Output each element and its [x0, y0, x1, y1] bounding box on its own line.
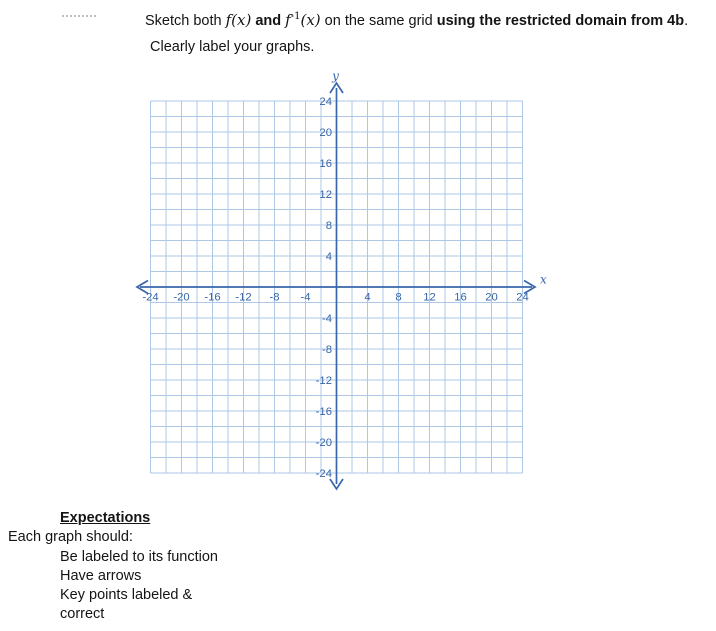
bold-and: and [255, 13, 282, 29]
expectations-title: Expectations [60, 510, 151, 526]
y-tick-label: -20 [315, 437, 332, 449]
x-axis-label: x [540, 272, 547, 287]
y-tick-label: -24 [315, 468, 332, 480]
x-tick-label: 24 [516, 291, 529, 304]
y-axis-label: y [332, 70, 339, 83]
y-tick-label: 12 [319, 189, 332, 201]
superscript-minus-one: -1 [290, 11, 301, 22]
expectation-item: Have arrows [60, 568, 142, 584]
x-tick-label: -16 [204, 291, 221, 304]
scan-artifact [62, 15, 96, 17]
instruction-line-2: Clearly label your graphs. [150, 39, 315, 55]
f-inverse-notation: $f^{-1}(x)$ [285, 11, 321, 29]
expectations-intro: Each graph should: [8, 529, 133, 545]
expectation-item: Be labeled to its function [60, 549, 218, 565]
y-tick-label: -16 [315, 406, 332, 418]
y-tick-label: -12 [315, 375, 332, 387]
instr-prefix: Sketch both [145, 13, 226, 29]
x-tick-label: -20 [173, 291, 190, 304]
y-tick-label: -8 [321, 344, 332, 356]
instr-middle: on the same grid [320, 13, 437, 29]
x-tick-label: 16 [454, 291, 467, 304]
y-tick-label: 24 [319, 96, 332, 108]
coordinate-grid-svg [130, 70, 550, 502]
x-tick-label: 8 [395, 291, 402, 304]
coordinate-grid [130, 70, 550, 502]
y-tick-label: 20 [319, 127, 332, 139]
x-tick-label: -12 [235, 291, 252, 304]
y-tick-label: 16 [319, 158, 332, 170]
y-tick-label: 4 [325, 251, 332, 263]
instruction-line-1: Sketch both f(x) and $f^{-1}(x)$ on the same grid using the restricted domain from 4b. [145, 11, 689, 29]
x-tick-label: -4 [300, 291, 311, 304]
fx-notation: f(x) [225, 11, 252, 29]
y-tick-label: -4 [321, 313, 332, 325]
x-tick-label: 12 [423, 291, 436, 304]
bold-restricted-domain: using the restricted domain from 4b [436, 13, 685, 29]
x-tick-label: -8 [269, 291, 280, 304]
x-tick-label: 20 [485, 291, 498, 304]
y-tick-label: 8 [325, 220, 332, 232]
x-tick-label: 4 [364, 291, 371, 304]
expectation-item: Key points labeled & correct [60, 587, 193, 622]
expectations-list [60, 548, 232, 624]
x-tick-label: -24 [142, 291, 159, 304]
